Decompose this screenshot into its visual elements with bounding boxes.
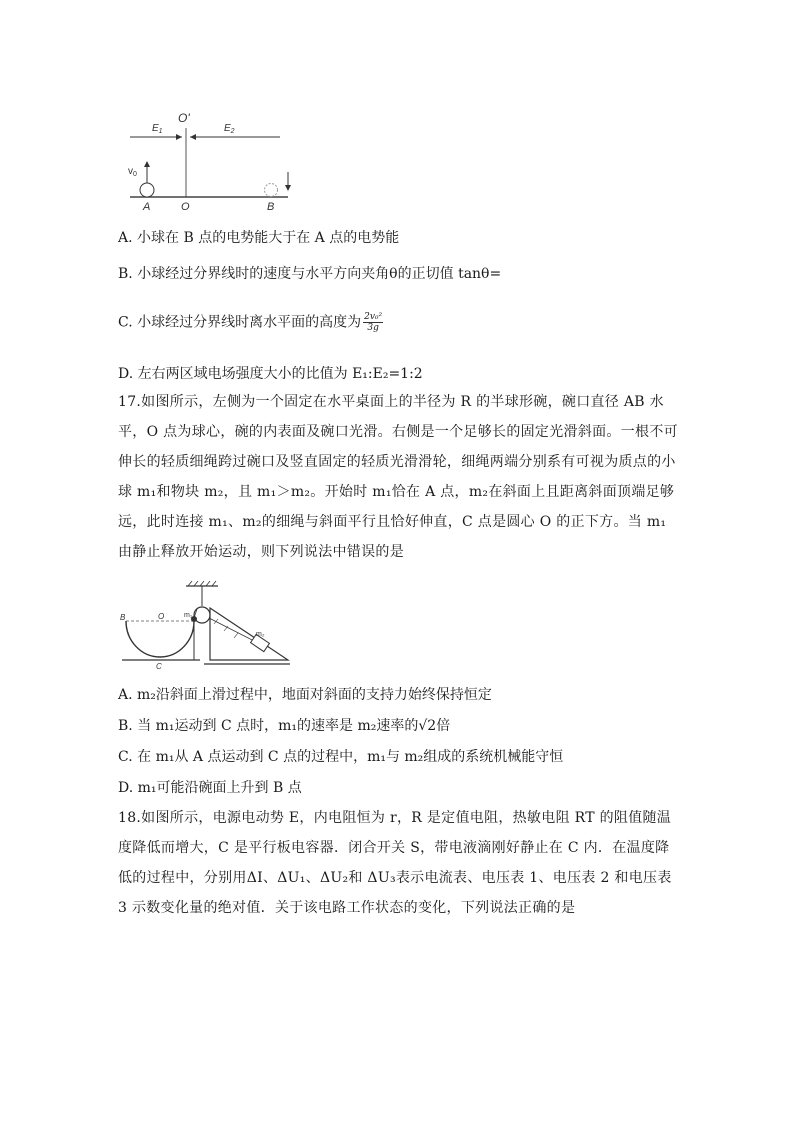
q16-option-b: B. 小球经过分界线时的速度与水平方向夹角θ的正切值 tanθ= <box>118 266 502 282</box>
q17-option-c: C. 在 m₁从 A 点运动到 C 点的过程中，m₁与 m₂组成的系统机械能守恒 <box>118 749 564 765</box>
label-e2: $E_2$ <box>224 123 235 135</box>
label-a: A <box>143 201 151 213</box>
q16-option-d: D. 左右两区域电场强度大小的比值为 E₁:E₂=1:2 <box>118 366 423 382</box>
label-m2: m₂ <box>256 631 265 638</box>
q17-option-b: B. 当 m₁运动到 C 点时，m₁的速率是 m₂速率的√2倍 <box>118 718 451 734</box>
q18-stem: 18.如图所示，电源电动势 E，内电阻恒为 r，R 是定值电阻，热敏电阻 RT 的阻值随温度降低而增大，C 是平行板电容器．闭合开关 S，带电液滴刚好静止在 C 内．在温度降低的过程中，分别用ΔI、ΔU₁、ΔU₂和 ΔU₃表示电流表、电压表 1、电压表 2 和电压表 3 示数变化量的绝对值．关于该电路工作状态的变化，下列说法正确的是 <box>118 810 672 916</box>
label-o-fig2: O <box>158 612 165 621</box>
label-o-prime: O' <box>178 111 190 125</box>
height-fraction: $\frac{\text{2v₀²}}{3g}$ <box>364 312 383 333</box>
bowl <box>126 621 194 657</box>
label-m1: m₁ <box>184 612 193 619</box>
q17-option-d: D. m₁可能沿碗面上升到 B 点 <box>118 780 302 796</box>
q17-option-a: A. m₂沿斜面上滑过程中，地面对斜面的支持力始终保持恒定 <box>118 687 492 703</box>
q16-option-c <box>118 312 678 333</box>
label-v0: $v_0$ <box>128 166 137 178</box>
label-o: O <box>181 201 190 213</box>
bowl-pulley-incline-figure <box>118 578 292 674</box>
q16-option-c-text: C. 小球经过分界线时离水平面的高度为 <box>118 314 362 331</box>
label-b-fig2: B <box>120 613 126 622</box>
label-b: B <box>267 201 275 213</box>
field-regions-figure <box>118 100 298 215</box>
q17-stem: 17.如图所示，左侧为一个固定在水平桌面上的半径为 R 的半球形碗，碗口直径 AB 水平，O 点为球心，碗的内表面及碗口光滑。右侧是一个足够长的固定光滑斜面。一根不可伸长的轻质细绳跨过碗口及竖直固定的轻质光滑滑轮，细绳两端分别系有可视为质点的小球 m₁和物块 m₂，且 m₁＞m₂。开始时 m₁恰在 A 点，m₂在斜面上且距离斜面顶端足够远，此时连接 m₁、m₂的细绳与斜面平行且恰好伸直，C 点是圆心 O 的正下方。当 m₁由静止释放开始运动，则下列说法中错误的是 <box>118 394 678 560</box>
ball-b <box>265 184 278 197</box>
ball-a <box>140 183 154 197</box>
incline <box>210 608 288 660</box>
label-e1: $E_1$ <box>152 123 163 135</box>
q16-option-a: A. 小球在 B 点的电势能大于在 A 点的电势能 <box>118 230 400 246</box>
label-c: C <box>156 662 162 671</box>
